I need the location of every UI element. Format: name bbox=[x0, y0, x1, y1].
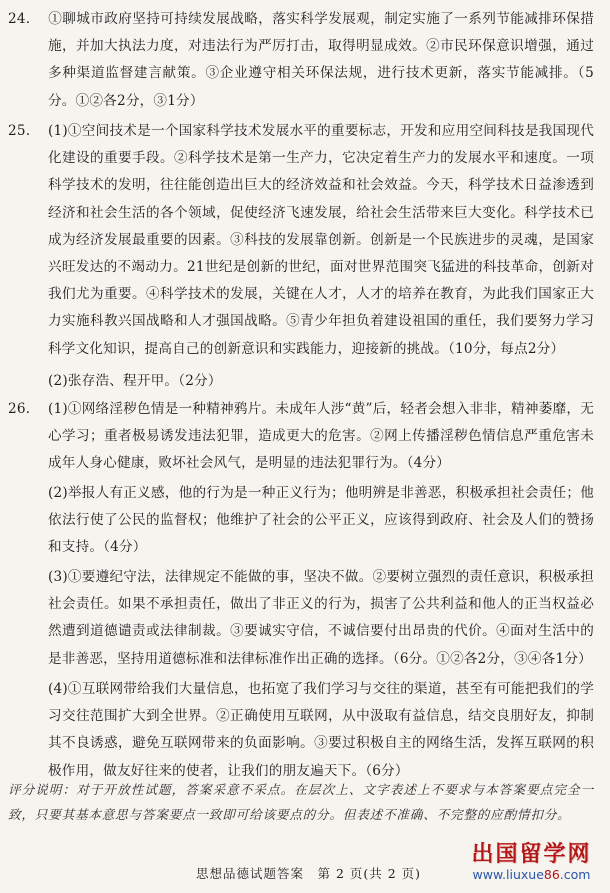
question-26-answer-4: (4)①互联网带给我们大量信息，也拓宽了我们学习与交往的渠道，甚至有可能把我们的学习交往范围扩大到全世界。②正确使用互联网，从中汲取有益信息，结交良朋好友，抑制其不良诱惑，避免互联网带来的负面影响。③要过积极自主的网络生活，发挥互联网的积极作用，做友好往来的使者，让我们的朋友遍天下。（6分） bbox=[48, 681, 594, 779]
question-25-answer-1: (1)①空间技术是一个国家科学技术发展水平的重要标志，开发和应用空间科技是我国现代化建设的重要手段。②科学技术是第一生产力，它决定着生产力的发展水平和速度。一项科学技术的发明，往往能创造出巨大的经济效益和社会效益。今天，科学技术日益渗透到经济和社会生活的各个领域，促使经济飞速发展，给社会生活带来巨大变化。科学技术已成为经济发展最重要的因素。③科技的发展靠创新。创新是一个民族进步的灵魂，是国家兴旺发达的不竭动力。21世纪是创新的世纪，面对世界范围突飞猛进的科技革命，创新对我们尤为重要。④科学技术的发展，关键在人才，人才的培养在教育，为此我们国家正大力实施科教兴国战略和人才强国战略。⑤青少年担负着建设祖国的重任，我们要努力学习科学文化知识，提高自己的创新意识和实践能力，迎接新的挑战。（10分，每点2分） bbox=[48, 123, 594, 357]
site-watermark bbox=[459, 837, 604, 887]
question-number: 26. bbox=[8, 401, 31, 417]
page-footer: 思想品德试题答案 第 2 页(共 2 页) bbox=[196, 866, 422, 881]
watermark-url: www.liuxue86.com bbox=[472, 867, 591, 882]
question-26-answer-1: (1)①网络淫秽色情是一种精神鸦片。未成年人涉“黄”后，轻者会想入非非，精神萎靡，无心学习；重者极易诱发违法犯罪，造成更大的危害。②网上传播淫秽色情信息严重危害未成年人身心健康，败坏社会风气，是明显的违法犯罪行为。（4分） bbox=[48, 401, 594, 472]
question-24-answer: ①聊城市政府坚持可持续发展战略，落实科学发展观，制定实施了一系列节能减排环保措施，并加大执法力度，对违法行为严厉打击，取得明显成效。②市民环保意识增强，通过多种渠道监督建言献策。③企业遵守相关环保法规，进行技术更新，落实节能减排。（5分。①②各2分，③1分） bbox=[48, 11, 594, 109]
question-25-answer-2: (2)张存浩、程开甲。（2分） bbox=[48, 373, 222, 389]
question-26-answer-3: (3)①要遵纪守法，法律规定不能做的事，坚决不做。②要树立强烈的责任意识，积极承担社会责任。如果不承担责任，做出了非正义的行为，损害了公共利益和他人的正当权益必然遭到道德谴责或法律制裁。③要诚实守信，不诚信要付出昂贵的代价。④面对生活中的是非善恶，坚持用道德标准和法律标准作出正确的选择。（6分。①②各2分，③④各1分） bbox=[48, 569, 594, 667]
question-26-part-3 bbox=[8, 564, 594, 673]
question-26-answer-2: (2)举报人有正义感，他的行为是一种正义行为；他明辨是非善恶，积极承担社会责任；他依法行使了公民的监督权；他维护了社会的公平正义，应该得到政府、社会及人们的赞扬和支持。（4分） bbox=[48, 485, 594, 556]
watermark-title: 出国留学网 bbox=[471, 842, 592, 867]
question-25-part-1 bbox=[8, 118, 594, 363]
question-26-part-4 bbox=[8, 676, 594, 785]
question-24 bbox=[8, 6, 594, 115]
question-number: 25. bbox=[8, 123, 31, 139]
question-26-part-2 bbox=[8, 480, 594, 562]
question-25-part-2 bbox=[8, 368, 594, 395]
grading-note: 评分说明：对于开放性试题，答案采意不采点。在层次上、文字表述上不要求与本答案要点完全一致，只要其基本意思与答案要点一致即可给该要点的分。但表述不准确、不完整的应酌情扣分。 bbox=[8, 782, 594, 822]
question-number: 24. bbox=[8, 11, 31, 27]
question-26-part-1 bbox=[8, 396, 594, 478]
